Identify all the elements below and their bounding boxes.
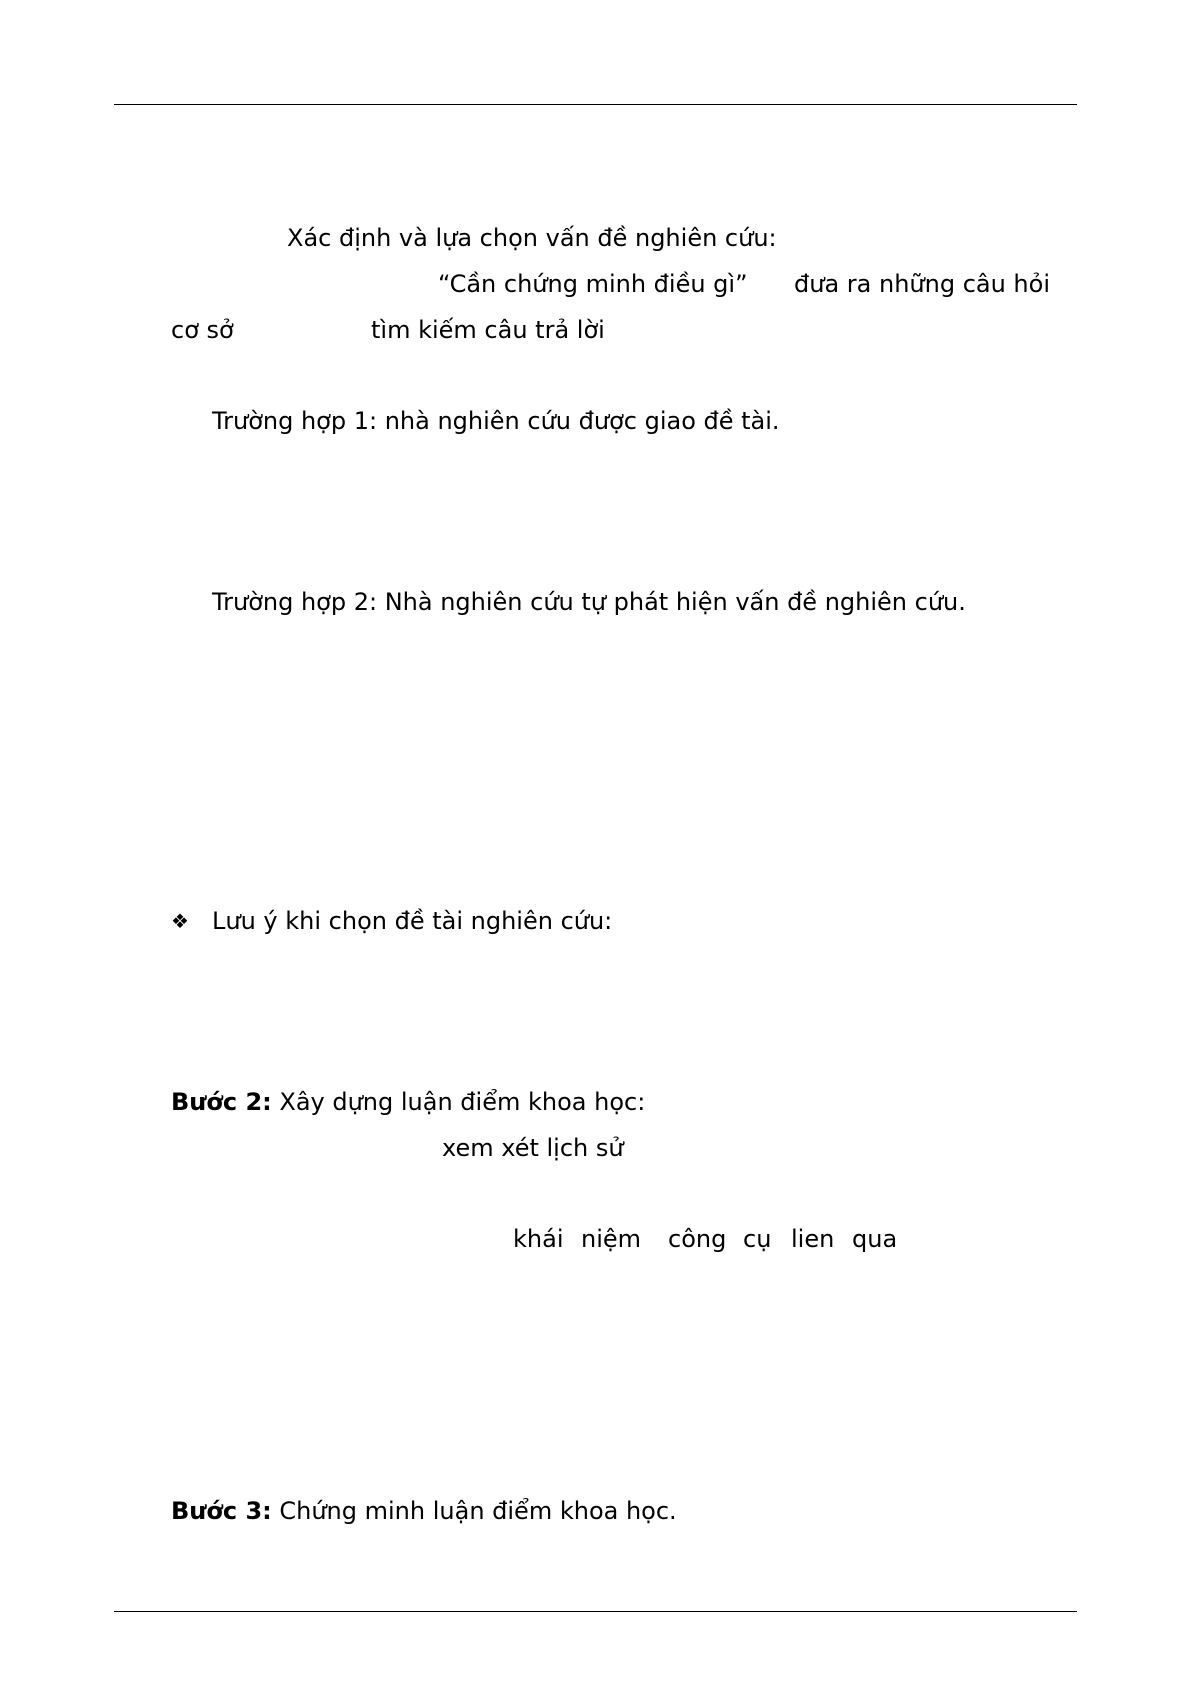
text-line: xem xét lịch sử	[442, 1134, 624, 1162]
header-rule	[114, 104, 1077, 105]
text-word: công	[668, 1225, 727, 1253]
text-word: niệm	[581, 1225, 642, 1253]
text-line: Xác định và lựa chọn vấn đề nghiên cứu:	[287, 224, 777, 252]
footer-rule	[114, 1611, 1077, 1612]
step-3-label: Bước 3:	[171, 1497, 272, 1525]
note-heading: Lưu ý khi chọn đề tài nghiên cứu:	[212, 907, 613, 935]
step-3-text: Chứng minh luận điểm khoa học.	[271, 1497, 677, 1525]
case-1-heading: Trường hợp 1: nhà nghiên cứu được giao đề tài.	[212, 407, 780, 435]
diamond-bullet-icon: ❖	[171, 909, 189, 933]
text-line: đưa ra những câu hỏi	[794, 270, 1050, 298]
text-word: cụ	[743, 1225, 772, 1253]
text-word: lien	[791, 1225, 835, 1253]
text-word: khái	[513, 1225, 564, 1253]
text-word: qua	[852, 1225, 898, 1253]
case-2-heading: Trường hợp 2: Nhà nghiên cứu tự phát hiện vấn đề nghiên cứu.	[212, 588, 966, 616]
text-line: “Cần chứng minh điều gì”	[438, 270, 748, 298]
step-2-text: Xây dựng luận điểm khoa học:	[271, 1088, 646, 1116]
text-line: tìm kiếm câu trả lời	[371, 316, 605, 344]
text-line: cơ sở	[171, 316, 234, 344]
step-3-heading	[171, 1496, 677, 1526]
step-2-label: Bước 2:	[171, 1088, 272, 1116]
step-2-heading	[171, 1087, 645, 1117]
